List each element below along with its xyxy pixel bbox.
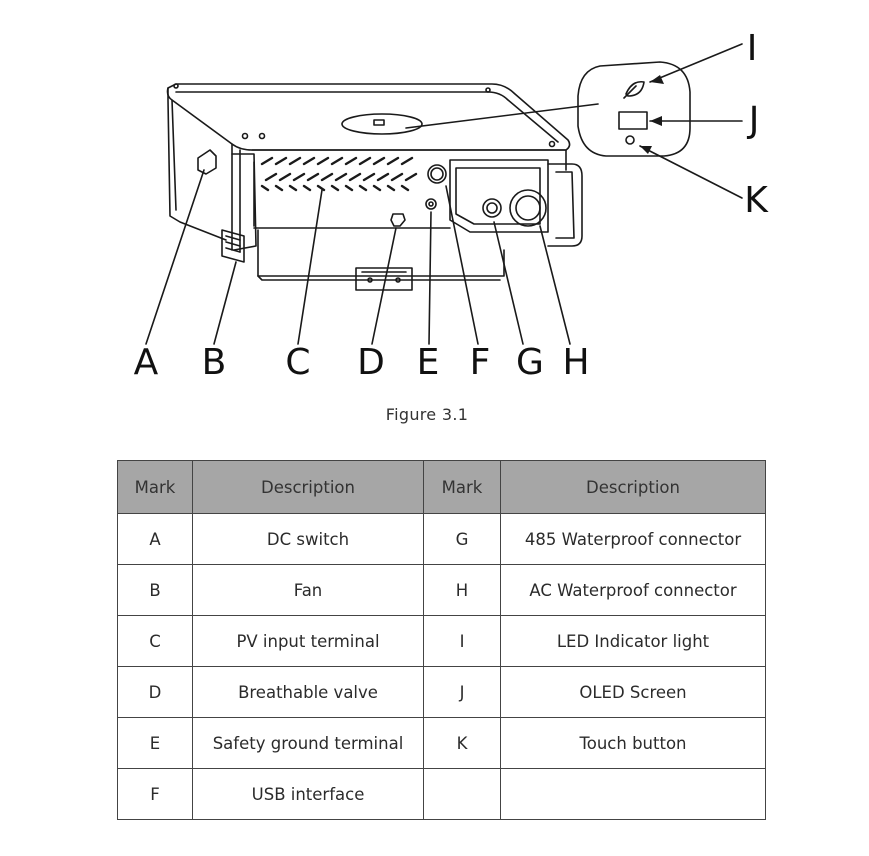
description-cell: DC switch (193, 514, 424, 565)
table-header-row (118, 461, 766, 514)
table-row (118, 769, 766, 820)
mark-cell: C (118, 616, 193, 667)
callout-i: I (746, 28, 758, 69)
mark-cell: F (118, 769, 193, 820)
table-row (118, 565, 766, 616)
description-cell (501, 769, 766, 820)
mark-cell (424, 769, 501, 820)
table-row (118, 667, 766, 718)
inverter-diagram (0, 0, 869, 400)
callout-e: E (416, 342, 440, 383)
mark-cell: K (424, 718, 501, 769)
mark-cell: I (424, 616, 501, 667)
description-cell: LED Indicator light (501, 616, 766, 667)
description-cell: Touch button (501, 718, 766, 769)
description-cell: USB interface (193, 769, 424, 820)
component-table (117, 460, 766, 820)
description-cell: Breathable valve (193, 667, 424, 718)
callout-f: F (469, 342, 491, 383)
mark-cell: J (424, 667, 501, 718)
description-cell: PV input terminal (193, 616, 424, 667)
table-row (118, 514, 766, 565)
mark-cell: D (118, 667, 193, 718)
callout-j: J (748, 100, 760, 141)
callout-h: H (562, 342, 590, 383)
description-cell: 485 Waterproof connector (501, 514, 766, 565)
description-cell: OLED Screen (501, 667, 766, 718)
mark-cell: E (118, 718, 193, 769)
callout-b: B (201, 342, 227, 383)
mark-cell: H (424, 565, 501, 616)
table-row (118, 616, 766, 667)
table-row (118, 718, 766, 769)
mark-cell: B (118, 565, 193, 616)
header-description-2: Description (501, 461, 766, 514)
callout-k: K (744, 180, 768, 221)
callout-a: A (133, 342, 159, 383)
callout-c: C (285, 342, 311, 383)
description-cell: Fan (193, 565, 424, 616)
figure-caption: Figure 3.1 (385, 405, 469, 424)
callout-d: D (357, 342, 385, 383)
description-cell: Safety ground terminal (193, 718, 424, 769)
header-description-1: Description (193, 461, 424, 514)
mark-cell: A (118, 514, 193, 565)
callout-g: G (516, 342, 544, 383)
description-cell: AC Waterproof connector (501, 565, 766, 616)
mark-cell: G (424, 514, 501, 565)
header-mark-1: Mark (118, 461, 193, 514)
header-mark-2: Mark (424, 461, 501, 514)
